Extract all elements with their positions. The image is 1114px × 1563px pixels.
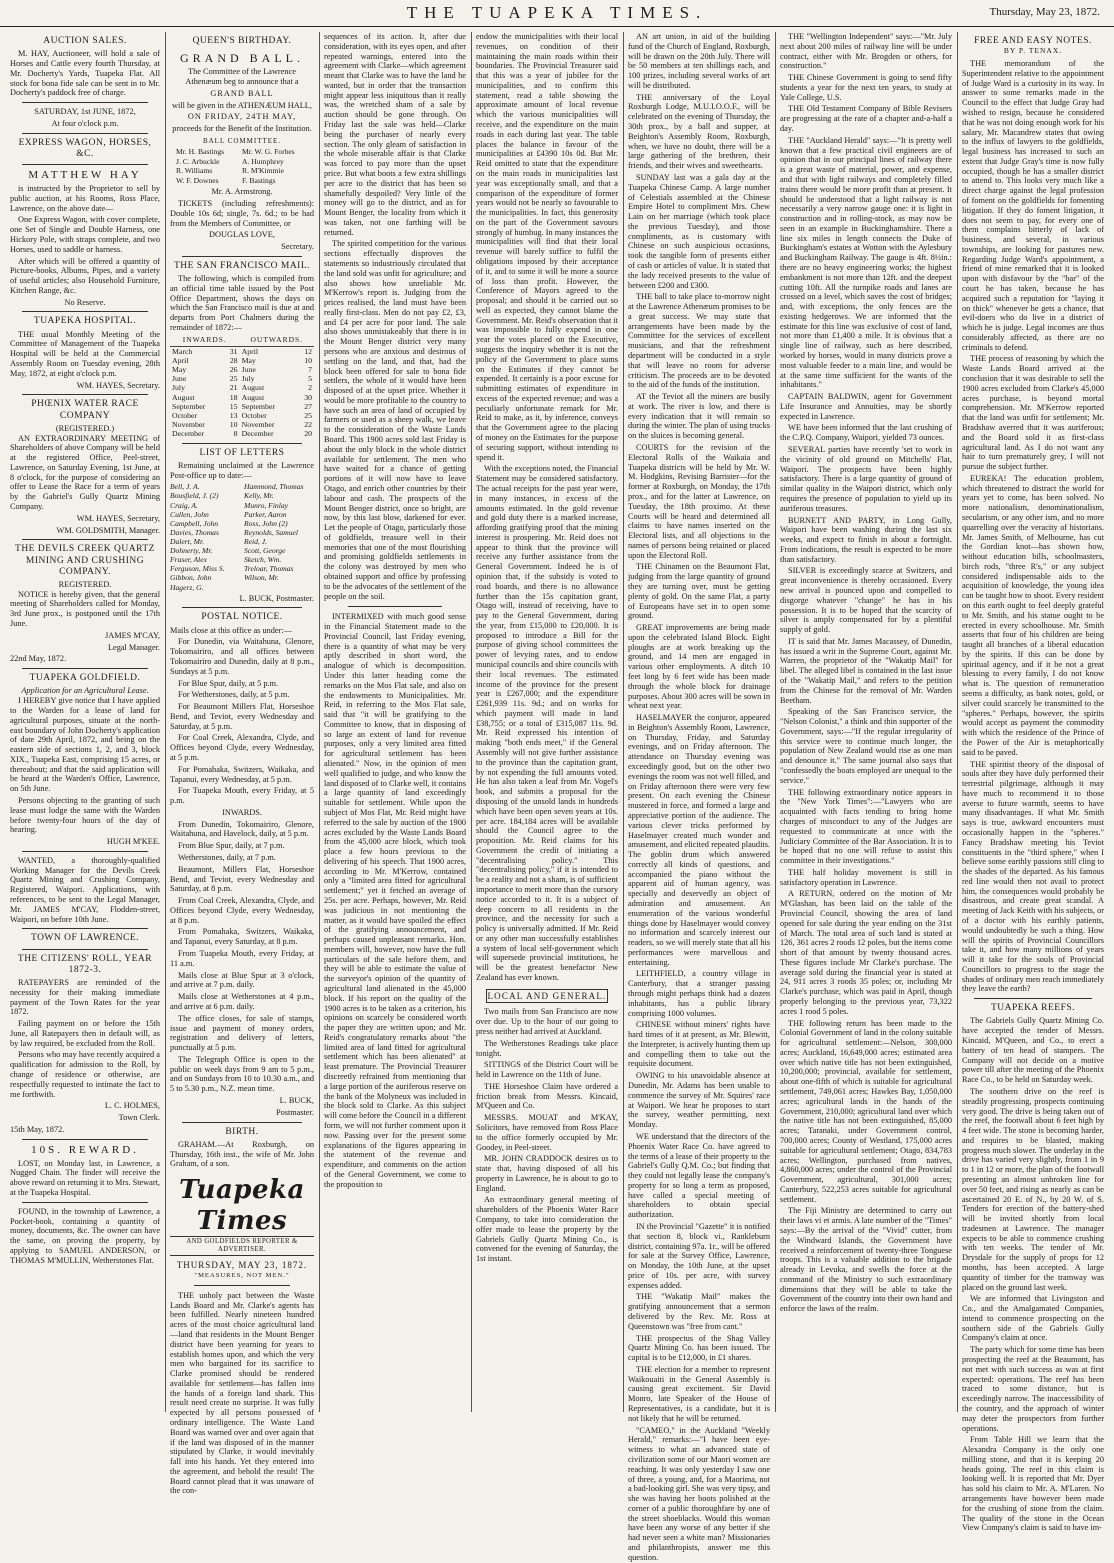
- devils-creek-heading: THE DEVILS CREEK QUARTZ MINING AND CRUSHING COMPANY.: [15, 544, 155, 577]
- list-item: Hammond, Thomas: [244, 482, 304, 492]
- hospital-heading: TUAPEKA HOSPITAL.: [33, 316, 137, 327]
- postal-line: For Pomahaka, Switzers, Waikaka, and Tapanui, every Wednesday, at 5 p.m.: [170, 764, 314, 784]
- table-cell: 10: [229, 420, 238, 430]
- news-item: THE "Auckland Herald" says:—"It is pretty well known that a few practical civil engineers are of opinion that in our principal lines of railway there is a great waste of material, power, and expense, and that with light railways and completely filled trains there would be more profit than at present. It should be understood that a light railway is not necessarily a very narrow gauge one: it is light in construction and in rolling-stock, as may now be seen in an example in Buckinghamshire. There a line six miles in length connects the Duke of Buckingham's estates at Wotton with the Aylesbury and Buckingham Railway. The gauge is 4ft. 8½in.: there are no heavy engineering works; the highest embankment is not more than 12ft. and the deepest cutting 10ft. All the turnpike roads and lanes are crossed on a level, which saves the cost of bridges; and, with exceptions, the only fences are the existing hedgerows. We are informed that the estimate for this line was exclusive of cost of land, not more than £1,400 a mile. It is obvious that a single line of railway, such as here described, worked by horses, would in many districts prove a most valuable feeder to a main line, and would be at the same time sufficient for the wants of the inhabitants.": [780, 135, 952, 390]
- devils-creek-notice: NOTICE is hereby given, that the general meeting of Shareholders called for Monday, 3rd June prox., is postponed until the 17th June.: [10, 589, 160, 629]
- news-item: THE Old Testament Company of Bible Revisers are progressing at the rate of a chapter and-a-half a day.: [780, 104, 952, 134]
- divider: [194, 1285, 290, 1286]
- list-item: Hagerz, G.: [170, 582, 204, 592]
- column-paragraph: THE process of reasoning by which the Waste Lands Board arrived at the conclusion that it was desirable to sell the 1900 acres excluded from Clarke's 45,000 acres purchase, is beyond mortal comprehension. Mr. M'Kerrow reported that the land was unfit for settlement; Mr. Bradshaw averred that it was auriferous; and the Board sold it as first-class agricultural land. As I do not want any hair to turn prematurely grey, I will not pursue the subject further.: [962, 354, 1104, 472]
- news-item: THE following return has been made to the Colonial Government of land in the colony suitable for agricultural settlement:—Nelson, 300,000 acres; Auckland, 16,649,000 acres; estimated area over which native title has not been extinguished, 10,200,000; provincial, available for settlement, about one-fifth of which is suitable for agricultural settlement, 749,061 acres; Hawkes Bay, 1,050,000 acres; agricultural lands in the hands of the Government, 210,000; agricultural land over which the native title has not been extinguished, 85,000 acres; Taranaki, under Government control, 700,000 acres; County of Westland, 175,000 acres suitable for agricultural settlement; Otago, 834,783 acres; Wellington, purchased from natives, 4,860,000 acres; under the control of the Provincial Government, agricultural, 301,000 acres; Canterbury, 522,253 acres suitable for agricultural settlement.: [780, 1018, 952, 1204]
- news-item: THE Horseshoe Claim have ordered a friction break from Messrs. Kincaid, M'Queen and Co.: [476, 1081, 618, 1111]
- divider: [348, 606, 442, 607]
- list-item: Davies, Thomas: [170, 527, 219, 537]
- column-free-and-easy: [958, 32, 1108, 1533]
- postal-line: For Dunedin, via Waitahuna, Glenore, Tokomairiro, and all offices between Tokomairiro and Dunedin, daily at 8 p.m., Sundays at 5 p.m.: [170, 637, 314, 676]
- postal-line: Beaumont, Millers Flat, Horseshoe Bend, and Teviot, every Wednesday and Saturday, at 8 p.m.: [170, 864, 314, 894]
- local-and-general-heading: LOCAL AND GENERAL.: [486, 989, 608, 1004]
- financial-statement-article: With the exceptions noted, the Financial Statement may be considered satisfactory. The actual receipts for the past year were, in many instances, in excess of the amounts estimated. In the gold revenue and gold duty there is a marked increase, affording gratifying proof that the mining interest is prospering. Mr. Reid does not appear to think that the province will receive any further assistance from the General Government. Indeed he is of opinion that, if the subsidy is voted to road boards, and there is no allowance further than the 15s capitation grant, Otago will, instead of receiving, have to pay to the General Government, during the year, from £15,000 to £20,000. It is proposed to introduce a Bill for the purpose of giving school committees the power of levying rates, and to endow municipal councils and shire councils with their local revenues. The estimated income of the province for the present year is £267,000; and the expenditure £261,939 11s. 9d.; and on works for which payment will made in land £38,755; or a total of £315,087 11s. 9d. Mr. Reid expressed his intention of making "both ends meet," if the General Assembly will not give further assistance to the province than the capitation grant, by not expending the full amounts voted. He has also taken a leaf from Mr. Vogel's book, and submits a proposal for the disposing of the unsold lands in hundreds which have been open seven years at 10s. per acre. 184,184 acres will be available should the Council agree to the proposition. Mr. Reid claims for his Government the credit of initiating a "decentralising policy." This "decentralising policy," if it is intended to be a reality and not a sham, is of sufficient importance to merit more than the cursory notice accorded to it. It is a subject of deep concern to all residents in the province, and the necessity for such a policy is universally admitted. If Mr. Reid or any other man successfully establishes a system of local self-government which will supersede provincial institutions, he will be the greatest benefactor New Zealand has ever known.: [476, 464, 618, 982]
- banner-motto: "MEASURES, NOT MEN.": [194, 1272, 290, 1280]
- news-item: SILVER is exceedingly scarce at Switzers, and great inconvenience is thereby occasioned. Every new arrival is pounced upon and compelled to disgorge whatever "change" he has in his possession. It is to be hoped that the scarcity of silver is amply compensated for by a plentiful supply of gold.: [780, 566, 952, 635]
- news-item: SITTINGS of the District Court will be held in Lawrence on the 11th of June.: [476, 1060, 618, 1080]
- list-item: Bell, J. A.: [170, 482, 200, 492]
- queens-birthday-heading: QUEEN'S BIRTHDAY.: [192, 36, 292, 46]
- column-paragraph: THE spiritist theory of the disposal of souls after they have duly performed their terrestrial pilgrimage, although it may have much to recommend it to those averse to future warmth, seems to have many disadvantages. If what Mr. Smith says is true, awkward encounters must occasionally happen in the "spheres." Fancy Bradshaw meeting his Teviot constituents in the "third sphere," when I believe some earthly passions still cling to the shades of the departed. As his famous red line would then not avail to protect him, the consequences would probably be disastrous, and create great scandal. A meeting of Jack Keith with his subjects, or of a doctor with his earthly patients, would undoubtedly be such a thing. How will the spirits of Provincial Councillors take it, and how many millions of years will it take for the souls of Provincial Councillors to progress to the stage the shades of ordinary men reach immediately they leave the earth?: [962, 759, 1104, 994]
- devils-creek-subheading: REGISTERED.: [58, 579, 112, 589]
- postal-line: From Pomahaka, Switzers, Waikaka, and Tapanui, every Saturday, at 8 p.m.: [170, 927, 314, 947]
- leader-article: The spirited competition for the various sections effectually disproves the statements so industriously circulated that the land sold was unfit for agriculture; and also shows how unreliable Mr. M'Kerrow's report is. Judging from the prices realised, the land must have been really first-class. Men do not pay £2, £3, and £4 per acre for poor land. The sale also shows unmistakeably that there is in the Mount Benger district very many persons who are anxious and desirous of settling on the land, and that, had the block been offered for sale to bona fide settlers, the whole of it would have been disposed of at the upset price. Whether it would be more profitable to the country to have such an area of land of occupied by farmers or used as a sheep walk, we leave to the consideration of the Waste Lands Board. This 1900 acres sold last Friday is about the only block in the whole district available for settlement. The men who have waited for a chance of getting portions of it will now have to leave Otago, and enrich other countries by their labour and cash. The prospects of the Mount Benger district, once so bright, are now, by this last blow, darkened for ever. Let the people of Otago, particularly those of goldfields, treasure well in their memories that one of the most flourishing and promising goldfields settlements in the colony was destroyed by men who obtained support and office by professing to be the advocates of the settlement of the people on the soil.: [324, 239, 466, 601]
- list-item: Scott, George: [244, 546, 286, 556]
- table-cell: August: [241, 392, 265, 402]
- auction-heading: AUCTION SALES.: [43, 36, 127, 46]
- news-item: "CAMEO," in the Auckland "Weekly Herald," remarks:—"I have been eye-witness to what an advanced state of civilization some of our Maori women are reaching. It was only yesterday I saw one of three, a young, and, for a Maorima, not a bad-looking girl. She was very tipsy, and she was having her boots polished at the corner of a public thoroughfare by one of the street shoeblacks. Would this woman have been any worse of any better if she had never seen a white man? Missionaries and philanthropists, answer me this question.: [628, 1425, 770, 1562]
- news-item: MR. JOHN CRADDOCK desires us to state that, having disposed of all his property in Lawrence, he is about to go to England.: [476, 1154, 618, 1193]
- birth-heading: BIRTH.: [225, 1126, 259, 1137]
- postal-line: For Beaumont Millers Flat, Horseshoe Bend, and Teviot, every Wednesday and Saturday, at 5 p.m.: [170, 702, 314, 731]
- news-item: THE half holiday movement is still in satisfactory operation in Lawrence.: [780, 867, 952, 887]
- list-item: Dohnerty, Mr.: [170, 546, 213, 556]
- committee-member: J. C. Arbuckle: [176, 156, 220, 166]
- table-row: [170, 356, 314, 365]
- rate-notice: Failing payment on or before the 15th June, all Ratepayers then in default will, as by law required, be excluded from the Roll.: [10, 1019, 160, 1048]
- table-cell: 12: [304, 346, 312, 356]
- news-item: GREAT improvements are being made upon the celebrated Island Block. Eight ploughs are at work breaking up the ground, and 14 men are engaged in various other employments. A ditch 10 feet long by 6 feet wide has been made through the whole block for drainage purposes. About 300 acres will be sown in wheat next year.: [628, 623, 770, 711]
- table-cell: 5: [308, 374, 312, 384]
- postal-signature: Postmaster.: [275, 1107, 314, 1117]
- financial-statement-article: INTERMIXED with much good sense in the Financial Statement made to the Provincial Council, last Friday evening, there is a quantity of what may be very aptly described in short word, the analogue of which is decomposition. Under this latter heading come the remarks on the Mos Flat sale, and also on the endowments to Municipalities. Mr. Reid, in referring to the Mos Flat sale, said that "it will be gratifying to the Committee to know, that in disposing of so large an extent of land for revenue purposes, only a very limited area fitted for agricultural settlement has been alienated." Now, in the opinion of men well qualified to judge, and who know the land disposed of to Clarke well, it contains a large quantity of land exceedingly suitable for settlement. While upon the subject of Mos Flat, Mr. Reid might have referred to the sale by auction of the 1900 acres excluded by the Waste Lands Board from the 45,000 acre block, which took place a few hours previous to the delivering of his speech. That 1900 acres, according to Mr. M'Kerrow, contained only a "limited area fitted for agricultural settlement;" yet it fetched an average of 25s. per acre. Perhaps, however, Mr. Reid was judicious in not mentioning the matter, as it would have spoiled the effect of the gratifying announcement, and perhaps caused unpleasant remarks. Hon. members will, however, now have the full particulars of the sale before them, and they will be able to estimate the value of the surveyor's opinion of the quantity of agricultural land alienated in the 45,000 block. If his report on the quality of the 1900 acres is to be taken as a criterion, his opinions on scarcely be considered worth the paper they are written upon; and Mr. Reid's congratulatory remarks about "the limited area of land fitted for agricultural settlement which has been alienated" at least premature. The Provincial Treasurer discreetly refrained from mentioning that a large portion of the auriferous reserve on the bank of the Molyneux was included in the block sold to Clarke. As this subject will come before the Council in a different form, we will not further comment upon it now. Passing over for the present some explanations of the figures appearing in the statement of the revenue and expenditure, and comments on the action of the General Government, we come to the proposition to: [324, 612, 466, 1189]
- column-financial-and-local: [472, 32, 622, 1412]
- phoenix-signature: WM. GOLDSMITH, Manager.: [56, 525, 160, 535]
- table-row: [170, 429, 314, 438]
- ball-venue: will be given in the ATHENÆUM HALL,: [172, 100, 312, 110]
- news-item: WE have been informed that the last crushing of the C.P.Q. Company, Waipori, yielded 73 ounces.: [780, 423, 952, 443]
- news-item: AN art union, in aid of the building fund of the Church of England, Roxburgh, will be drawn on the 20th July. There will be 50 members at ten shillings each, and 100 prizes, including several works of art will be distributed.: [628, 32, 770, 90]
- tuapeka-reefs-heading: TUAPEKA REEFS.: [990, 1003, 1076, 1014]
- postal-line: From Tuapeka Mouth, every Friday, at 11 a.m.: [170, 949, 314, 968]
- table-cell: November: [241, 420, 275, 430]
- column-paragraph: The Gabriels Gully Quartz Mining Co. have accepted the tender of Messrs. Kincaid, M'Queen, and Co., to erect a battery of ten head of stampers. The Company will not decide on a motive power till after the meeting of the Phoenix Race Co., to be held on Saturday week.: [962, 1016, 1104, 1085]
- leader-article: sequences of its action. It, after due consideration, with its eyes open, and after repeated warnings, entered into the agreement with Clarke—which agreement meant that Clarke was to have the land he wanted, but in order that the transaction might appear less iniquitous than it really was, the wretched sham of a sale by auction should be gone through. On Friday last the sale was held—Clarke being the purchaser of nearly every section. The only gleam of satisfaction in the whole miserable affair is that Clarke was forced to pay more than the upset price. But what boots a few extra shillings per acre to the district that has been so shamefully despoiled? Very little of the money will go to the district, and as for Mount Benger, the locality from which it was taken, not one farthing will be returned.: [324, 32, 466, 237]
- committee-member: W. F. Downes: [176, 175, 219, 185]
- table-row: [170, 393, 314, 402]
- table-cell: 21: [229, 383, 238, 393]
- table-row: [170, 420, 314, 429]
- table-cell: 30: [304, 392, 312, 402]
- sale-date: SATURDAY, 1st JUNE, 1872,: [34, 107, 136, 117]
- divider: [182, 256, 302, 257]
- news-item: CAPTAIN BALDWIN, agent for Government Life Insurance and Annuities, may be shortly expected in Lawrence.: [780, 392, 952, 421]
- divider: [22, 164, 148, 165]
- list-item: Dalert, Mr.: [170, 536, 204, 546]
- divider: [22, 311, 148, 312]
- table-cell: 18: [229, 392, 238, 402]
- column-general-news: [776, 32, 956, 1412]
- town-heading: TOWN OF LAWRENCE.: [30, 933, 140, 944]
- postal-line: Mails close at Wetherstones at 4 p.m., and arrive at 6 p.m. daily.: [170, 992, 314, 1011]
- list-item: Wilson, Mr.: [244, 573, 279, 583]
- table-cell: July: [172, 383, 185, 393]
- postal-heading: POSTAL NOTICE.: [201, 612, 283, 623]
- free-and-easy-byline: BY P. TENAX.: [1003, 46, 1063, 56]
- express-items: One Express Wagon, with cover complete, one Set of Single and Double Harness, one Hickory Pole, with straps complete, and two Horses, used to saddle or harness.: [10, 215, 160, 254]
- list-item: Ferguson, Miss S.: [170, 564, 225, 574]
- committee-list: [176, 147, 308, 185]
- list-item: Campbell, John: [170, 518, 219, 528]
- inwards-header: INWARDS.: [170, 335, 240, 346]
- postal-line: For Blue Spur, daily, at 5 p.m.: [178, 678, 279, 688]
- devils-creek-signature: JAMES M'CAY,: [105, 630, 160, 640]
- divider: [22, 1139, 148, 1140]
- divider: [974, 998, 1092, 999]
- table-cell: 13: [229, 410, 238, 420]
- express-extra: After which will be offered a quantity of Picture-books, Albums, Pipes, and a variety of useful articles; also Household Furniture, Kitchen Range, &c.: [10, 256, 160, 295]
- news-item: AT the Teviot all the miners are busily at work. The river is low, and there is every indication that it will remain so during the winter. The plan of using trucks on the sluices is becoming general.: [628, 392, 770, 441]
- table-cell: May: [172, 365, 187, 375]
- found-notice: FOUND, in the township of Lawrence, a Pocket-book, containing a quantity of money, documents, &c. The owner can have the same, on proving the property, by applying to SAMUEL ANDERSON, or THOMAS M'MULLIN, Wetherstones Flat.: [10, 1206, 160, 1265]
- column-leader-continued: [320, 32, 470, 1412]
- table-cell: 31: [229, 346, 238, 356]
- divider: [182, 1122, 302, 1123]
- ball-title: GRAND BALL: [210, 88, 274, 98]
- secretary-title: Secretary.: [281, 242, 314, 252]
- table-cell: March: [172, 346, 193, 356]
- roll-heading: THE CITIZENS' ROLL, YEAR 1872-3.: [17, 953, 153, 975]
- postal-signature: L. BUCK,: [279, 1095, 314, 1105]
- phoenix-notice: AN EXTRAORDINARY MEETING of Shareholders of above Company will be held at the registered Office, Peel-street, Lawrence, on Saturday Evening, 1st June, at 8 o'clock, for the purpose of considering an offer to Lease the Race for a term of years by the Gabriel's Gully Quartz Mining Company.: [10, 433, 160, 511]
- no-reserve: No Reserve.: [64, 297, 106, 307]
- letters-intro: Remaining unclaimed at the Lawrence Post-office up to date:—: [170, 460, 314, 480]
- column-notices-and-leader: [166, 32, 318, 1496]
- news-item: THE Chinamen on the Beaumont Flat, judging from the large quantity of ground they are turning over, must be getting plenty of gold. On the same Flat, a party of Europeans have set in to open some ground.: [628, 562, 770, 621]
- postal-line: From Blue Spur, daily, at 7 p.m.: [178, 841, 285, 851]
- table-cell: April: [241, 346, 259, 356]
- news-item: THE Chinese Government is going to send fifty students a year for the next ten years, to study at Yale College, U.S.: [780, 73, 952, 102]
- table-cell: 22: [304, 420, 312, 430]
- sale-time: At four o'clock p.m.: [51, 118, 119, 128]
- news-item: An extraordinary general meeting of shareholders of the Phoenix Water Race Company, to take into consideration the offer made to lease the property by the Gabriels Gully Quartz Mining Co., is convened for the evening of Saturday, the 1st instant.: [476, 1195, 618, 1264]
- outwards-header: OUTWARDS.: [240, 335, 314, 346]
- table-cell: 20: [304, 429, 312, 439]
- list-item: Craig, A.: [170, 500, 198, 510]
- list-item: Ross, John (2): [244, 518, 288, 528]
- table-row: [170, 402, 314, 411]
- hospital-notice: THE usual Monthly Meeting of the Committee of Management of the Tuapeka Hospital will be held at the Commercial Assembly Room on Tuesday evening, 28th May, 1872, at eight o'clock p.m.: [10, 329, 160, 378]
- list-item: Sketch, Wm.: [244, 555, 282, 565]
- table-cell: November: [172, 420, 205, 430]
- banner-date: THURSDAY, MAY 23, 1872.: [176, 1260, 308, 1271]
- rate-signature: L. C. HOLMES,: [104, 1101, 160, 1111]
- divider: [182, 443, 302, 444]
- hospital-signature: WM. HAYES, Secretary.: [76, 380, 160, 390]
- masthead: [0, 0, 1114, 27]
- postal-line: Wetherstones, daily, at 7 p.m.: [178, 853, 276, 862]
- mail-schedule-table: [170, 335, 314, 439]
- letters-signature: L. BUCK, Postmaster.: [239, 593, 314, 603]
- table-cell: 2: [308, 383, 312, 393]
- divider: [22, 539, 148, 540]
- table-cell: August: [241, 383, 265, 393]
- table-row: [170, 374, 314, 383]
- grand-ball-heading: GRAND BALL.: [180, 51, 304, 66]
- table-cell: October: [241, 410, 267, 420]
- table-cell: October: [172, 410, 198, 420]
- table-cell: April: [172, 355, 189, 365]
- financial-statement-article: endow the municipalities with their local revenues, on condition of their maintaining the main roads within their boundaries. The Provincial Treasurer said that this was a year of jubilee for the municipalities, and to confirm this statement, read a table showing the approximate amount of local revenue which the various municipalities will receive, and the expenditure on the main roads in each during last year. The table places the balance in favour of the municipalities at £4390 10s 0d. But Mr. Reid omitted to state that the expenditure on the main roads in municipalities last year was exceptionally small, and that a comparison of the expenditure of former years would not be nearly so favourable to the municipalities. In fact, this generosity on the part of the Government savours strongly of humbug. In many instances the municipalities will find that their local revenue will barely suffice to fulfil the obligations imposed by their acceptance of it, and to some it will be more a source of loss than profit. However, the Conference of Mayors agreed to the proposal; and should it be carried out so well as expected, they cannot blame the Government. Mr. Reid's observation that it was impossible to fully expend in one year the votes placed on the Executive, suggests the inquiry whether it is not the policy of the Government to place sums on the Estimates if they cannot be expended. It certainly is a poor excuse for submitting estimates of expenditure in excess of the expected revenue; and was a peculiarly unfortunate remark for Mr. Reid to make, as it, by inference, conveys that the Government agree to the placing of money on the Estimates for the purpose of securing support, without intending to spend it.: [476, 32, 618, 462]
- committee-heading: BALL COMMITTEE.: [202, 137, 282, 146]
- divider: [22, 851, 148, 852]
- postal-line: The Telegraph Office is open to the public on week days from 9 am to 5 p.m., and on Sundays from 10 to 10.30 a.m., and 5 to 5.30 p.m., N.Z. mean time.: [170, 1054, 314, 1094]
- divider: [22, 1202, 148, 1203]
- free-and-easy-heading: FREE AND EASY NOTES.: [974, 36, 1092, 46]
- list-item: Kelly, Mr.: [244, 491, 274, 501]
- auction-notice: M. HAY, Auctioneer, will hold a sale of Horses and Cattle every fourth Thursday, at Mr. Docherty's Yards, Tuapeka Flat. All stock for bona fide sale can be sent in to Mr. Docherty's paddock free of charge.: [10, 49, 160, 98]
- committee-member: A. Humphrey: [242, 156, 284, 166]
- goldfield-signature: HUGH M'KEE.: [106, 837, 160, 847]
- committee-member: F. Bastings: [242, 175, 276, 185]
- postal-line: The office closes, for sale of stamps, issue and payment of money orders, registration and delivery of letters, punctually at 5 p.m.: [170, 1013, 314, 1053]
- ball-proceeds: proceeds for the Benefit of the Institution.: [172, 124, 312, 134]
- postal-line: From Dunedin, Tokomairiro, Glenore, Waitahuna, and Havelock, daily, at 5 p.m.: [170, 819, 314, 839]
- column-paragraph: THE memorandum of the Superintendent relative to the appointment of Judge Ward is a curiosity in its way. In answer to some remarks made in the Council to the effect that Judge Gray had wished to resign, because he considered that he was not doing enough work for his salary, Mr. Macandrew states that owing to the influx of lawyers to the goldfields, legal business has increased to such an extent that Judge Gray's time is now fully occupied, though he has a smaller district to attend to. This looks very much like a direct charge against the legal profession of foment on the goldfields for fomenting litigation. If they do foment litigation, it does not seem to pay, for every one of them complains bitterly of lack of business, and several, in various townships, are looking for pastures new. Regarding Judge Ward's appointment, a friend of mine remarked that it is looked upon with disfavour by the "bar" of the court he has taken, because he has acquired such a reputation for "laying it on thick" whenever he gets a chance, that evil-doers who do live in a district of which he is judge. Legal incomes are thus considerably affected, as there are no criminals to defend.: [962, 59, 1104, 352]
- letters-list: [170, 482, 314, 591]
- goldfield-notice: I HEREBY give notice that I have applied to the Warden for a lease of land for agricultural purposes, situate at the north-east boundary of John Docherty's application of date 29th April, 1872, and being on the eastern side of sections 1, 2, and 3, block XIX., Tuapeka East, comprising 15 acres, or thereabout; and that the said application will be heard at the Warden's Office, Lawrence, on 5th June.: [10, 696, 160, 794]
- column-paragraph: EUREKA! The education problem, which threatened to distract the world for years yet to come, has been solved. No more nationalism, denominationalism, secularism, or any other ism, and no more quarrelling over the veracity of historians. Mr. James Smith, of Melbourne, has cut the Gordian knot—has shown how, without education bills, schoolmasters, birch rods, "three R's," or any subject considered indispensable aids to the acquisition of knowledge, the young idea can be taught how to shoot. Every resident on this earth ought to feel deeply grateful to Mr. Smith, and his statue ought to be erected in every schoolhouse. Mr. Smith asserts that four of his children are being taught all branches of a liberal education by the spirits. If this can be done by spiritual agency, and if it be not a great blessing to every family, I do not know what is. The question of remuneration seems a difficulty, as bank notes, gold, or silver could scarcely be transmitted to the "spheres." Perhaps, however, the spirits would accept as payment the commodity with which the residence of the Prince of the Power of the Air is metaphorically said to be paved.: [962, 473, 1104, 757]
- newspaper-title: THE TUAPEKA TIMES.: [406, 3, 708, 22]
- table-cell: 15: [229, 401, 238, 411]
- news-item: The Fiji Ministry are determined to carry out their laws vi et armis. A late number of the "Times" says:—By the arrival of the "Vivid" cutter, from the Windward Islands, the Government have received a reinforcement of twenty-three Tonguese troops. This is a valuable addition to the brigade already in Levuka, and swells the force at the command of the Ministry to such extraordinary dimensions that they will be able to take the Government of the country into their own hand and enforce the laws of the realm.: [780, 1206, 952, 1314]
- postal-line: For Tuapeka Mouth, every Friday, at 5 p.m.: [170, 786, 314, 806]
- table-row: [170, 365, 314, 374]
- postal-line: Mails close at Blue Spur at 3 o'clock, and arrive at 7 p.m. daily.: [170, 970, 314, 990]
- news-item: LEITHFIELD, a country village in Canterbury, that a stranger passing through might perhaps think had a dozen inhabitants, has a public library comprising 1000 volumes.: [628, 969, 770, 1018]
- list-item: Cullen, John: [170, 509, 209, 519]
- list-item: Treloar, Thomas: [244, 564, 294, 574]
- table-cell: September: [172, 401, 206, 411]
- table-cell: 25: [304, 410, 312, 420]
- table-cell: September: [241, 401, 275, 411]
- list-item: Reynolds, Samuel: [244, 527, 298, 537]
- table-cell: December: [241, 429, 274, 439]
- devils-creek-date: 22nd May, 1872.: [10, 654, 67, 664]
- divider: [22, 949, 148, 950]
- goldfield-notice: Persons objecting to the granting of such lease must lodge the same with the Warden before twenty-four hours of the day of hearing.: [10, 795, 160, 835]
- letters-heading: LIST OF LETTERS: [199, 447, 285, 458]
- birth-notice: GRAHAM.—At Roxburgh, on Thursday, 16th inst., the wife of Mr. John Graham, of a son.: [170, 1139, 314, 1169]
- column-paragraph: We are informed that Livingston and Co., and the Amalgamated Companies, intend to commence prospecting on the southern side of the Gabriels Gully Company's claim at once.: [962, 1294, 1104, 1343]
- column-local-news: [624, 32, 774, 1562]
- rate-signature: Town Clerk.: [118, 1113, 160, 1123]
- express-heading: EXPRESS WAGON, HORSES, &C.: [18, 137, 152, 159]
- news-item: THE prospectus of the Shag Valley Quartz Mining Co. has been issued. The capital is to be £12,000, in £1 shares.: [628, 1333, 770, 1363]
- rate-date: 15th May, 1872.: [10, 1124, 65, 1134]
- san-francisco-text: The following, which is compiled from an official time table issued by the Post Office Department, shows the days on which the San Francisco mail is due at and departs from Port Chalmers during the remainder of 1872:—: [170, 274, 314, 333]
- column-paragraph: From Table Hill we learn that the Alexandra Company is the only one milling stone, and that it is keeping 20 heads going. The reef in this claim is looking well. It is reported that Mr. Dyer has sold his claim to Mr. A. M'Laren. No arrangements have however been made for the crushing of stone from the claim. The quality of the stone in the Ocean View Company's claim is said to have im-: [962, 1435, 1104, 1533]
- divider: [182, 607, 302, 608]
- rate-notice: RATEPAYERS are reminded of the necessity for their making immediate payment of the Town Rates for the year 1872.: [10, 977, 160, 1017]
- news-item: The Wetherstones Readings take place tonight.: [476, 1038, 618, 1058]
- list-item: Bousfield, J. (2): [170, 491, 219, 501]
- news-item: HASELMAYER the conjuror, appeared in Beighton's Assembly Room, Lawrence, on Thursday, Friday, and Saturday evenings, and on Friday afternoon. The attendance on Thursday evening was exceedingly good, but on the other two evenings the room was not well filled, and on Friday afternoon there were very few present. On each evening the Chinese mustered in force, and formed a large and appreciative portion of the audience. The various clever tricks performed by Haselmayer created much wonder and amusement, and elicited repeated plaudits. The goblin drum which answered correctly all kinds of questions, and accompanied the piano without the apparent aid of human agency, was specially and deservedly an object of admiration and amusement. An enumeration of the various wonderful things done by Haselmayer would convey no information and scarcely interest our readers, so we will merely state that all his performances were marvellous and entertaining.: [628, 713, 770, 967]
- divider: [22, 394, 148, 395]
- list-item: Reid, J.: [244, 536, 267, 546]
- ticket-info: TICKETS (including refreshments): Double 10s 6d; single, 7s. 6d.; to be had from the Members of Committee, or: [170, 199, 314, 228]
- rate-notice: Persons who may have recently acquired a qualification for admission to the Roll, by change of residence or otherwise, are respectfully requested to intimate the fact to me forthwith.: [10, 1050, 160, 1099]
- news-item: WE understand that the directors of the Phoenix Water Race Co. have agreed to the terms of a lease of their property to the Gabriel's Gully Q.M. Co.; but finding that they could not legally lease the company's property for so long a term as proposed, have called a special meeting of shareholders to obtain special authorization.: [628, 1131, 770, 1220]
- table-cell: 25: [229, 374, 238, 384]
- table-row: [170, 411, 314, 420]
- news-item: IT is said that Mr. James Macassey, of Dunedin, has issued a writ in the Supreme Court, against Mr. Warren, the proprietor of the "Wakatip Mail" for libel. The alleged libel is contained in the last issue of the "Wakatip Mail," and refers to the petition from the Chinese for the removal of Mr. Warden Beetham.: [780, 636, 952, 705]
- divider: [22, 668, 148, 669]
- goldfield-subheading: Application for an Agricultural Lease.: [21, 686, 149, 696]
- news-item: IN the Provincial "Gazette" it is notified that section 8, block vi., Rankleburn district, containing 97a. 1r., will be offered for sale at the Survey Office, Lawrence, on Monday, the 10th June, at the upset price of 10s. per acre, with survey expenses added.: [628, 1221, 770, 1290]
- news-item: THE anniversary of the Loyal Roxburgh Lodge, M.U.I.O.O.F., will be celebrated on the evening of Thursday, the 30th prox., by a ball and supper, at Beighton's Assembly Room, Roxburgh, when, we have no doubt, there will be a large gathering of the brethren, their friends, and their wives and sweethearts.: [628, 92, 770, 171]
- table-cell: 26: [229, 365, 238, 375]
- secretary-name: DOUGLAS LOVE,: [209, 230, 275, 240]
- committee-member: Mr. A. Armstrong.: [211, 187, 273, 197]
- phoenix-heading: PHŒNIX WATER RACE COMPANY: [31, 399, 139, 421]
- table-cell: December: [172, 429, 205, 439]
- committee-member: R. Williams: [176, 166, 213, 176]
- table-cell: 8: [233, 429, 238, 439]
- wanted-notice: WANTED, a thoroughly-qualified Working Manager for the Devils Creek Quartz Mining and Crushing Company, Registered, Waipori. Applications, with references, to be sent to the Legal Manager, Mr. JAMES M'CAY, Flodden-street, Waipori, on before 10th June.: [10, 855, 160, 924]
- postal-line: For Wetherstones, daily, at 5 p.m.: [178, 690, 290, 700]
- leader-article: THE unholy pact between the Waste Lands Board and Mr. Clarke's agents has been fulfilled. Nearly nineteen hundred acres of the most choice agricultural land—land that residents in the Mount Benger district have been yearning for years to establish homes upon, and which the very men who bargained for its sacrifice to Clarke promised should be rendered available for settlement—has fallen into the hands of a foreign land shark. This result need create no surprise. It was fully expected by all persons possessed of ordinary intelligence. The Waste Land Board was warned over and over again that if the land was disposed of in the manner stipulated by Clarke, it would inevitably fall into his hands. Yet they entered into the agreement, and behold the result! The Board cannot plead that it was unaware of the con-: [170, 1290, 314, 1496]
- news-item: THE following extraordinary notice appears in the "New York Times":—"Lawyers who are acquainted with facts tending to bring home charges of misconduct to any of the Judges are requested to communicate at once with the Judiciary Committee of the Bar Association. It is to be hoped that no one will refuse to assist this committee in their investigations.": [780, 787, 952, 866]
- column-paragraph: The southern drive on the reef is steadily progressing, prospects continuing very good. The drive is being taken out of the reef, the footwall about 6 feet high by 4 feet wide. The stone is becoming harder, and requires to be blasted, making progress much slower. The underlay in the drive has varied very slightly, from 1 in 9 to 1 in 12 or more, the plan of the footwall presenting an almost unbroken line for over 50 feet, and rising as nearly as can be ascertained 20 E. of N., by 20 W. of S. Tenders for erection of the battery-shed will be invited shortly from local tradesmen at Lawrence. The manager expects to be able to commence crushing with ten weeks. The tender of Mr. Drysdale for the supply of props for 12 months, has been accepted. A large quantity of timber for the tramway was placed on the ground last week.: [962, 1086, 1104, 1292]
- table-header-row: [170, 335, 314, 346]
- reward-heading: 10S. REWARD.: [31, 1143, 139, 1156]
- postal-line: For Coal Creek, Alexandra, Clyde, and Offices beyond Clyde, every Wednesday, at 5 p.m.: [170, 733, 314, 762]
- postal-line: From Coal Creek, Alexandra, Clyde, and Offices beyond Clyde, every Wednesday, at 8 p.m.: [170, 896, 314, 925]
- news-item: THE election for a member to represent Waikouaiti in the General Assembly is causing great excitement. Sir David Monro, late Speaker of the House of Representatives, is a candidate, but it is not likely that he will be returned.: [628, 1364, 770, 1423]
- news-item: THE ball to take place to-morrow night at the Lawrence Athenæum promises to be a great success. We may state that arrangements have been made by the Committee for the services of excellent musicians, and that the refreshment department will be conducted in a style that will leave no room for adverse criticism. The proceeds are to be devoted to the aid of the funds of the institution.: [628, 292, 770, 390]
- divider: [22, 102, 148, 103]
- san-francisco-heading: THE SAN FRANCISCO MAIL.: [173, 260, 311, 271]
- table-cell: June: [241, 365, 256, 375]
- list-item: Fraser, Alex: [170, 555, 207, 565]
- table-cell: June: [172, 374, 187, 384]
- column-paragraph: The party which for some time has been prospecting the reef at the Beaumont, has not met with such success as was at first expected: operations. The reef has been traced to some distance, but is exceedingly narrow. The inaccessibility of the country, and the approach of winter may deter the prospectors from further operations.: [962, 1345, 1104, 1433]
- news-item: CHINESE without miners' rights have hard times of it at present, as Mr. Blewitt, the Interpreter, is actively hunting them up and compelling them to take out the requisite document.: [628, 1020, 770, 1069]
- express-notice: is instructed by the Proprietor to sell by public auction, at his Rooms, Ross Place, Lawrence, on the above date—: [10, 184, 160, 213]
- postal-line: INWARDS.: [222, 807, 262, 817]
- news-item: SUNDAY last was a gala day at the Tuapeka Chinese Camp. A large number of Celestials assembled at the Chinese Empire Hotel to compliment Mrs. Chew Lain on her marriage (which took place the previous Tuesday), and those compliments, as is customary with Chinese on such auspicious occasions, took the tangible form of presents either of cash or articles of value. It is stated that the lady received presents to the value of between £200 and £300.: [628, 172, 770, 290]
- table-row: [170, 346, 314, 356]
- news-item: Two mails from San Francisco are now over due. Up to the hour of our going to press neither had arrived at Auckland.: [476, 1007, 618, 1036]
- news-item: COURTS for the revision of the Electoral Rolls of the Waikaia and Tuapeka districts will be held by Mr. W. M. Hodgkins, Revising Barrister—for the former at Roxburgh, on Monday, the 17th prox., and for the latter at Lawrence, on Tuesday, the 18th proximo. At these Courts will be heard and determined all claims to have names inserted on the Electoral lists, and all objections to the names of persons being retained or placed upon the Electoral Roll.: [628, 443, 770, 560]
- ball-date: ON FRIDAY, 24TH MAY,: [187, 112, 297, 122]
- committee-member: Mr. H. Bastings: [176, 147, 225, 157]
- table-cell: 10: [304, 355, 312, 365]
- committee-member: Mr. W. G. Forbes: [242, 147, 295, 157]
- table-row: [170, 383, 314, 392]
- divider: [22, 133, 148, 134]
- divider: [22, 928, 148, 929]
- phoenix-subheading: (REGISTERED.): [55, 423, 115, 433]
- auctioneer-name: MATTHEW HAY: [28, 169, 142, 182]
- news-item: THE "Wellington Independent" says:—"Mr. July next about 200 miles of railway line will be under contract, either with Mr. Brogden or others, for construction.": [780, 32, 952, 71]
- news-item: OWING to his unavoidable absence at Dunedin, Mr. Adams has been unable to commence the survey of Mr. Squires' race at Waipori. We hear he proposes to start the survey, weather permitting, next Monday.: [628, 1071, 770, 1130]
- table-cell: 27: [304, 401, 312, 411]
- ball-announcement: The Committee of the Lawrence Athenæum beg to announce that a: [185, 67, 299, 87]
- phoenix-signature: WM. HAYES, Secretary,: [76, 513, 160, 523]
- news-item: A RETURN, ordered on the motion of Mr M'Glashan, has been laid on the table of the Provincial Council, showing the area of land opened for sale during the year ending on the 31st of March. The total area of such land is stated at 126, 361 acres 2 roods 12 poles, but the items come short of that amount by twenty thousand acres. These figures include Mr Clarke's purchase. The average sold during the financial year is stated at 24, 911 acres 3 roods 35 poles; or, including Mr Clarke's purchase, which was paid in April, though properly belonging to the previous year, 73,322 acres 1 rood 5 poles.: [780, 889, 952, 1016]
- news-item: Speaking of the San Francisco service, the "Nelson Colonist," a think and thin supporter of the Government, says:—"If the regular irregularity of this service were to continue much longer, the population of New Zealand would rise as one man and denounce it." The same journal also says that "confessedly the boats employed are unequal to the service.": [780, 707, 952, 785]
- news-item: THE "Wakatip Mail" makes the gratifying announcement that a sermon delivered by the Rev. Mr. Ross at Queenstown was "free from cant.": [628, 1292, 770, 1331]
- table-cell: July: [241, 374, 255, 384]
- reward-notice: LOST, on Monday last, in Lawrence, a Nugged Chain. The finder will receive the above reward on returning it to Mrs. Stewart, at the Tuapeka Hospital.: [10, 1158, 160, 1197]
- column-advertisements: [6, 32, 164, 1412]
- list-item: Gibbon, John: [170, 573, 212, 583]
- news-item: BURNETT AND PARTY, in Long Gully, Waipori have been washing during the last six weeks, and expect to finish in about a fortnight. From indications, the result is expected to be more than satisfactory.: [780, 515, 952, 564]
- table-cell: May: [241, 355, 256, 365]
- devils-creek-signature: Legal Manager.: [107, 642, 160, 652]
- newspaper-banner: Tuapeka Times: [179, 1175, 305, 1236]
- postal-line: Mails close at this office as under:—: [170, 625, 292, 635]
- table-cell: 7: [308, 365, 312, 375]
- banner-subtitle: AND GOLDFIELDS REPORTER & ADVERTISER.: [170, 1236, 314, 1256]
- news-item: SEVERAL parties have recently 'set to work in the vicinity of old ground on Mitchells' Flat, Waipori. The prospects have been highly satisfactory. There is a large quantity of ground of similar quality in the Waipori district, which only requires the presence of population to yield up its auriferous treasures.: [780, 445, 952, 513]
- list-item: Munro, Finlay: [244, 500, 289, 510]
- table-cell: 28: [229, 355, 238, 365]
- news-item: MESSRS. MOUAT and M'KAY, Solicitors, have removed from Ross Place to the office formerly occupied by Mr. Goodey, in Peel-street.: [476, 1113, 618, 1152]
- list-item: Parker, Aaron: [244, 509, 287, 519]
- committee-member: R. M'Kimmie: [242, 166, 284, 176]
- goldfield-heading: TUAPEKA GOLDFIELD.: [29, 673, 141, 684]
- issue-date: Thursday, May 23, 1872.: [989, 6, 1100, 18]
- table-cell: August: [172, 392, 195, 402]
